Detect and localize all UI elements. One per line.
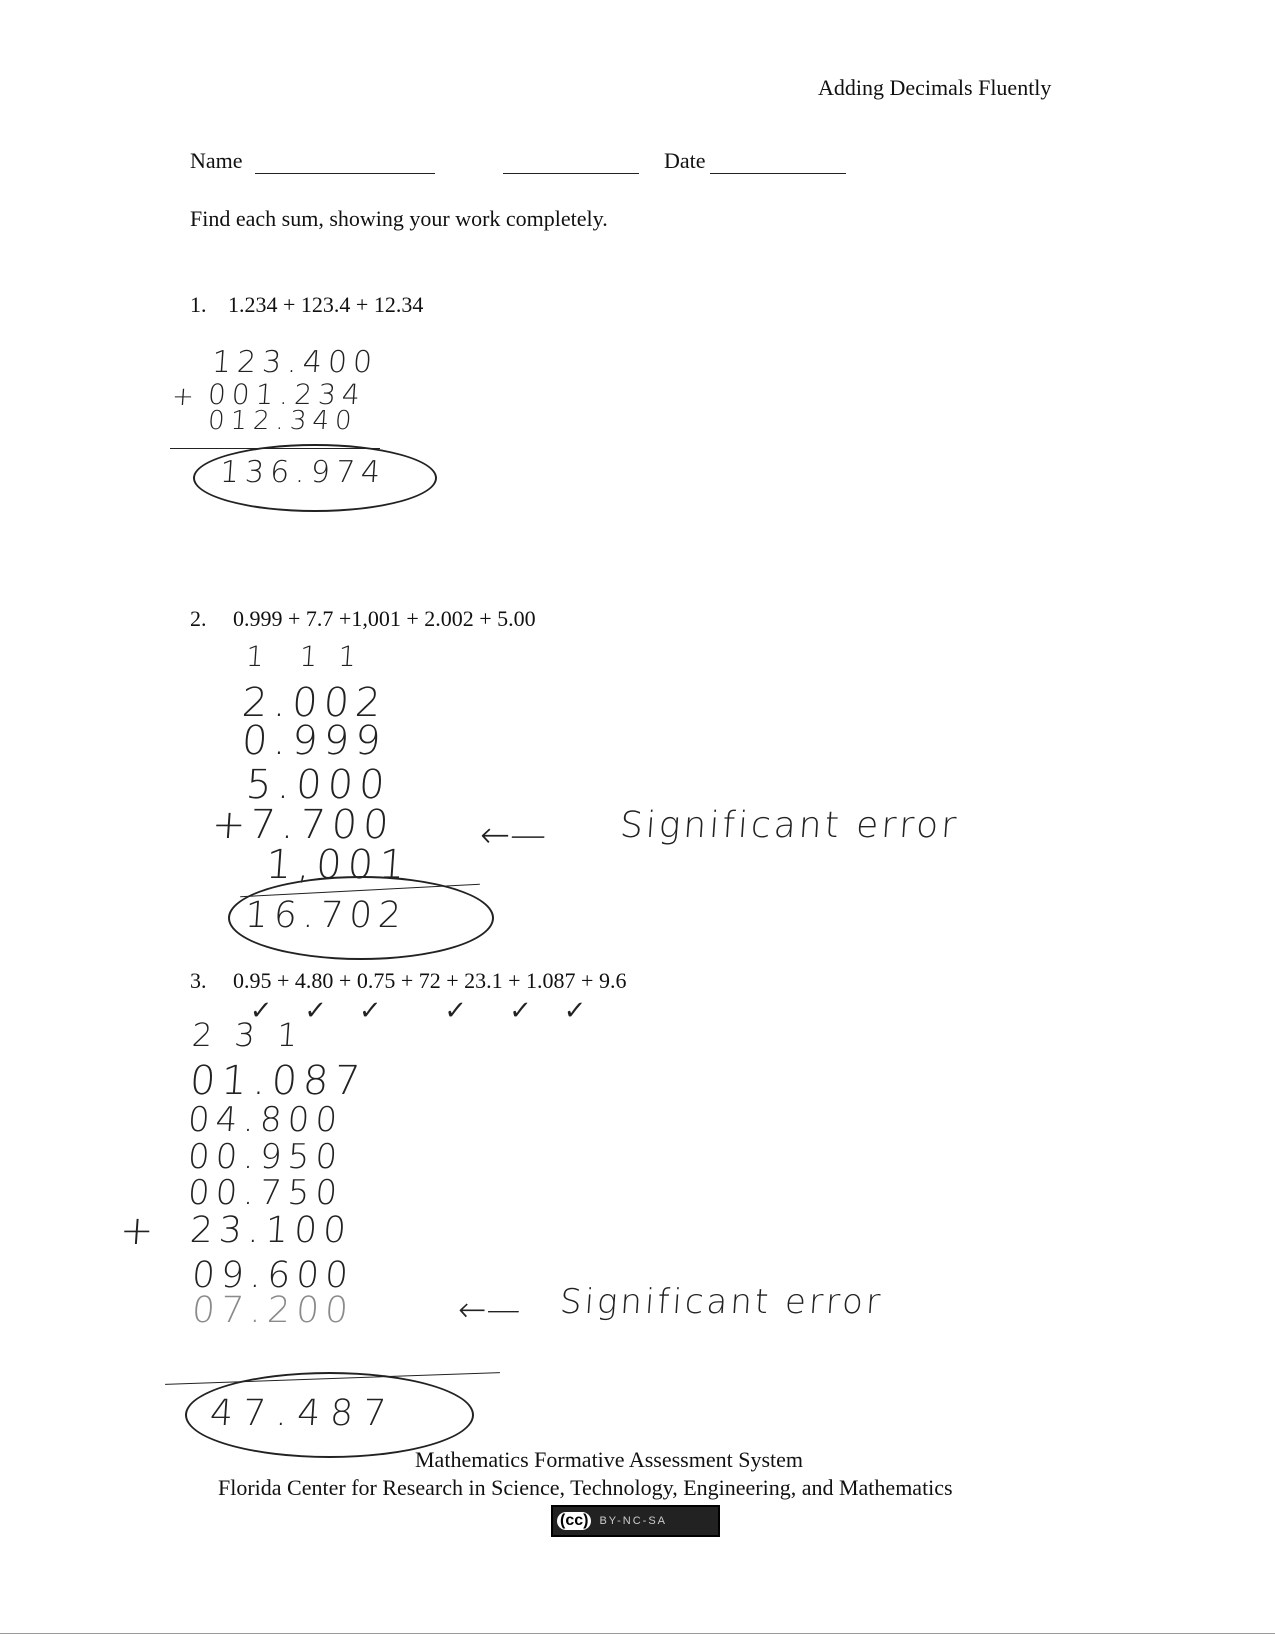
page-edge	[0, 1633, 1275, 1634]
work-row: 01.087	[188, 1058, 368, 1104]
annotation: Significant error	[558, 1282, 885, 1322]
annotation: Significant error	[618, 805, 961, 846]
worksheet-title: Adding Decimals Fluently	[818, 75, 1052, 100]
work-row: 04.800	[186, 1100, 345, 1140]
name-blank	[255, 172, 435, 174]
name-blank-2	[503, 172, 639, 174]
plus-sign: +	[170, 382, 201, 412]
arrow-icon: ←—	[478, 815, 548, 856]
plus-sign: +	[210, 802, 254, 848]
work-row: 09.600	[190, 1255, 356, 1296]
answer: 16.702	[243, 895, 409, 936]
problem-number: 1.	[190, 292, 207, 317]
cc-license-badge	[551, 1505, 720, 1537]
carries: 1 1 1	[244, 640, 364, 673]
work-row: 123.400	[210, 345, 380, 380]
work-row: 001.234	[206, 378, 367, 411]
work-row: 07.200	[190, 1290, 356, 1331]
license-text: BY-NC-SA	[599, 1515, 668, 1527]
date-label: Date	[664, 148, 706, 173]
work-row: 1,001	[264, 842, 413, 888]
arrow-icon: ←—	[456, 1290, 522, 1330]
check-marks: ✓ ✓ ✓ ✓ ✓ ✓	[248, 996, 589, 1026]
footer-line-1: Mathematics Formative Assessment System	[415, 1447, 804, 1472]
work-row: 00.950	[186, 1137, 345, 1177]
problem-number: 3.	[190, 968, 207, 993]
plus-sign: +	[118, 1208, 162, 1254]
work-row: 00.750	[186, 1173, 345, 1213]
problem-expression: 1.234 + 123.4 + 12.34	[228, 292, 424, 317]
problem-expression: 0.999 + 7.7 +1,001 + 2.002 + 5.00	[233, 606, 536, 631]
work-row: 7.700	[248, 802, 397, 848]
work-row: 5.000	[244, 762, 393, 808]
problem-number: 2.	[190, 606, 207, 631]
cc-icon: (cc)	[557, 1512, 591, 1530]
name-label: Name	[190, 148, 243, 173]
date-blank	[710, 172, 846, 174]
answer: 47.487	[208, 1393, 398, 1434]
work-row: 0.999	[240, 718, 389, 764]
work-row: 23.100	[188, 1210, 354, 1251]
instructions: Find each sum, showing your work completely.	[190, 206, 608, 231]
footer-line-2: Florida Center for Research in Science, Technology, Engineering, and Mathematics	[218, 1475, 953, 1500]
problem-expression: 0.95 + 4.80 + 0.75 + 72 + 23.1 + 1.087 + 9.6	[233, 968, 627, 993]
carries: 2 3 1	[190, 1016, 305, 1054]
answer: 136.974	[218, 455, 388, 490]
work-row: 012.340	[206, 406, 359, 436]
work-row: 2.002	[240, 680, 389, 726]
